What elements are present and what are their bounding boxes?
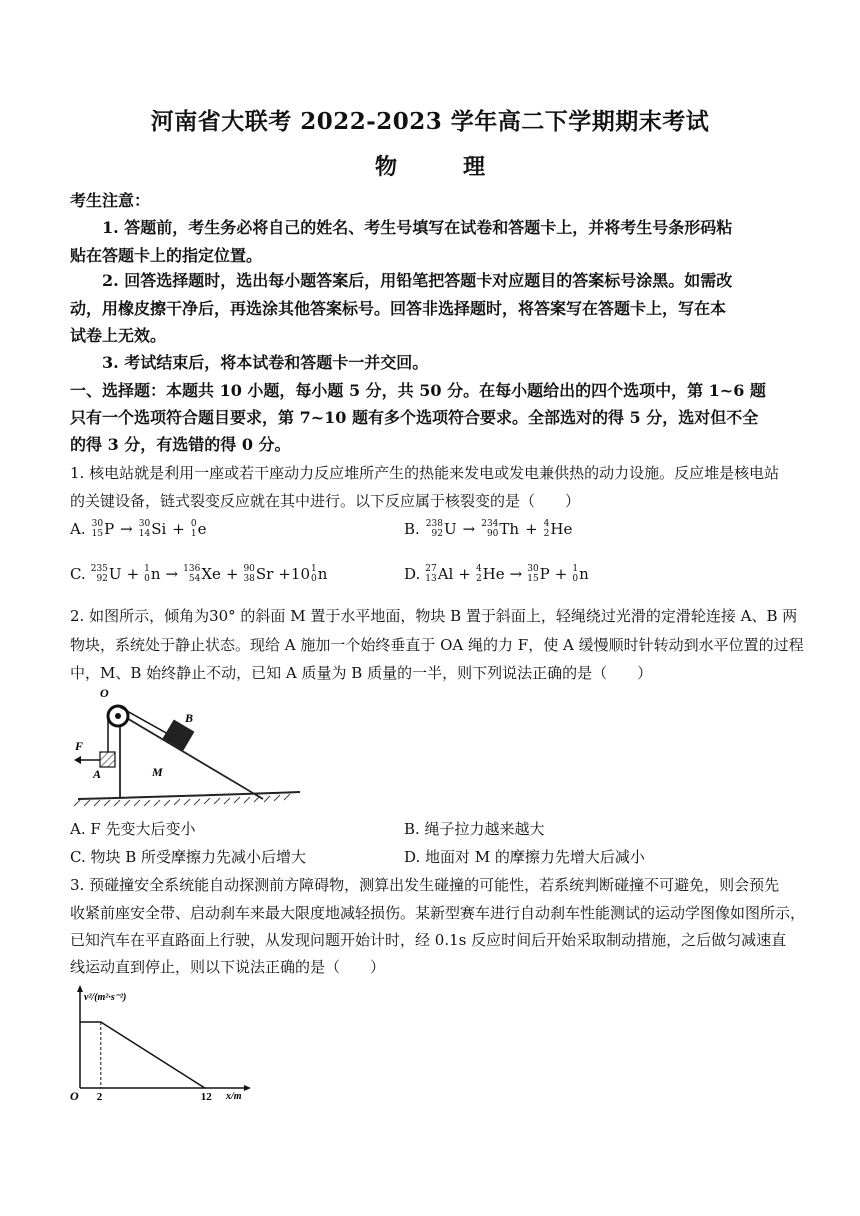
q1-option-c: C. 235 92 U + 1 0 n → 136 54 Xe + 90 38 Sr +10 1 0 n — [70, 564, 328, 584]
notice-line-6: 3. 考试结束后，将本试卷和答题卡一并交回。 — [102, 353, 429, 372]
q2-option-d: D. 地面对 M 的摩擦力先增大后减小 — [404, 848, 645, 866]
q1-option-b: B. 238 92 U → 234 90 Th + 4 2 He — [404, 519, 573, 539]
chart-x-tick-label: 12 — [200, 1091, 212, 1102]
subject-title: 物 理 — [374, 154, 507, 180]
q2-line-1: 2. 如图所示，倾角为30° 的斜面 M 置于水平地面，物块 B 置于斜面上，轻绳绕过光滑的定滑轮连接 A、B 两 — [70, 607, 798, 625]
q2-option-a: A. F 先变大后变小 — [70, 820, 196, 838]
q2-line-3: 中，M、B 始终静止不动，已知 A 质量为 B 质量的一半，则下列说法正确的是（ ） — [70, 664, 653, 682]
chart-y-axis-label: v²/(m²·s⁻²) — [84, 992, 127, 1003]
label-b: B — [185, 711, 194, 725]
label-m: M — [152, 765, 163, 779]
q1-option-b-label: B. — [404, 520, 420, 538]
chart-origin-label: O — [70, 1089, 79, 1102]
q3-line-1: 3. 预碰撞安全系统能自动探测前方障碍物，测算出发生碰撞的可能性，若系统判断碰撞不可避免，则会预先 — [70, 876, 780, 894]
block-a — [100, 752, 115, 767]
chart-marks — [80, 1022, 212, 1102]
section-1-line-1: 一、选择题：本题共 10 小题，每小题 5 分，共 50 分。在每小题给出的四个选项中，第 1~6 题 — [70, 381, 766, 400]
notice-line-3: 2. 回答选择题时，选出每小题答案后，用铅笔把答题卡对应题目的答案标号涂黑。如需改 — [102, 271, 733, 290]
q3-line-2: 收紧前座安全带、启动刹车来最大限度地减轻损伤。某新型赛车进行自动刹车性能测试的运动学图像如图所示， — [70, 904, 806, 922]
notice-heading: 考生注意： — [70, 191, 151, 210]
label-o: O — [100, 686, 109, 700]
label-f: F — [75, 739, 84, 753]
q1-option-c-label: C. — [70, 565, 86, 583]
q1-option-d-label: D. — [404, 565, 421, 583]
section-1-line-2: 只有一个选项符合题目要求，第 7~10 题有多个选项符合要求。全部选对的得 5 分，选对但不全 — [70, 408, 759, 427]
chart-y-axis-arrow — [77, 985, 83, 992]
section-1-line-3: 的得 3 分，有选错的得 0 分。 — [70, 435, 291, 454]
notice-line-4: 动，用橡皮擦干净后，再选涂其他答案标号。回答非选择题时，将答案写在答题卡上，写在本 — [70, 299, 727, 318]
q3-v2-x-chart — [60, 982, 260, 1102]
incline-m — [120, 714, 263, 799]
q2-option-b: B. 绳子拉力越来越大 — [404, 820, 545, 838]
notice-line-2: 贴在答题卡上的指定位置。 — [70, 246, 263, 265]
q1-line-1: 1. 核电站就是利用一座或若干座动力反应堆所产生的热能来发电或发电兼供热的动力设施。反应堆是核电站 — [70, 464, 780, 482]
q2-option-c: C. 物块 B 所受摩擦力先减小后增大 — [70, 848, 307, 866]
ground-line — [78, 792, 300, 799]
q1-option-d: D. 27 13 Al + 4 2 He → 30 15 P + 1 0 n — [404, 564, 589, 584]
chart-x-axis-arrow — [244, 1085, 251, 1091]
notice-line-5: 试卷上无效。 — [70, 326, 167, 345]
q1-line-2: 的关键设备，链式裂变反应就在其中进行。以下反应属于核裂变的是（ ） — [70, 492, 581, 510]
chart-x-tick-label: 2 — [96, 1091, 103, 1102]
q3-line-3: 已知汽车在平直路面上行驶，从发现问题开始计时，经 0.1s 反应时间后开始采取制动措施，之后做匀减速直 — [70, 931, 787, 949]
q2-line-2: 物块，系统处于静止状态。现给 A 施加一个始终垂直于 OA 绳的力 F，使 A 缓慢顺时针转动到水平位置的过程 — [70, 636, 804, 654]
exam-title: 河南省大联考 2022-2023 学年高二下学期期末考试 — [150, 108, 710, 135]
label-a: A — [93, 767, 102, 781]
chart-series-line — [80, 1022, 205, 1088]
chart-x-axis-label: x/m — [226, 1091, 242, 1102]
q1-option-a: A. 30 15 P → 30 14 Si + 0 1 e — [70, 519, 207, 539]
notice-line-1: 1. 答题前，考生务必将自己的姓名、考生号填写在试卷和答题卡上，并将考生号条形码粘 — [102, 218, 733, 237]
q1-option-a-label: A. — [70, 520, 86, 538]
q3-line-4: 线运动直到停止，则以下说法正确的是（ ） — [70, 958, 386, 976]
incline-pulley-figure — [70, 684, 310, 812]
